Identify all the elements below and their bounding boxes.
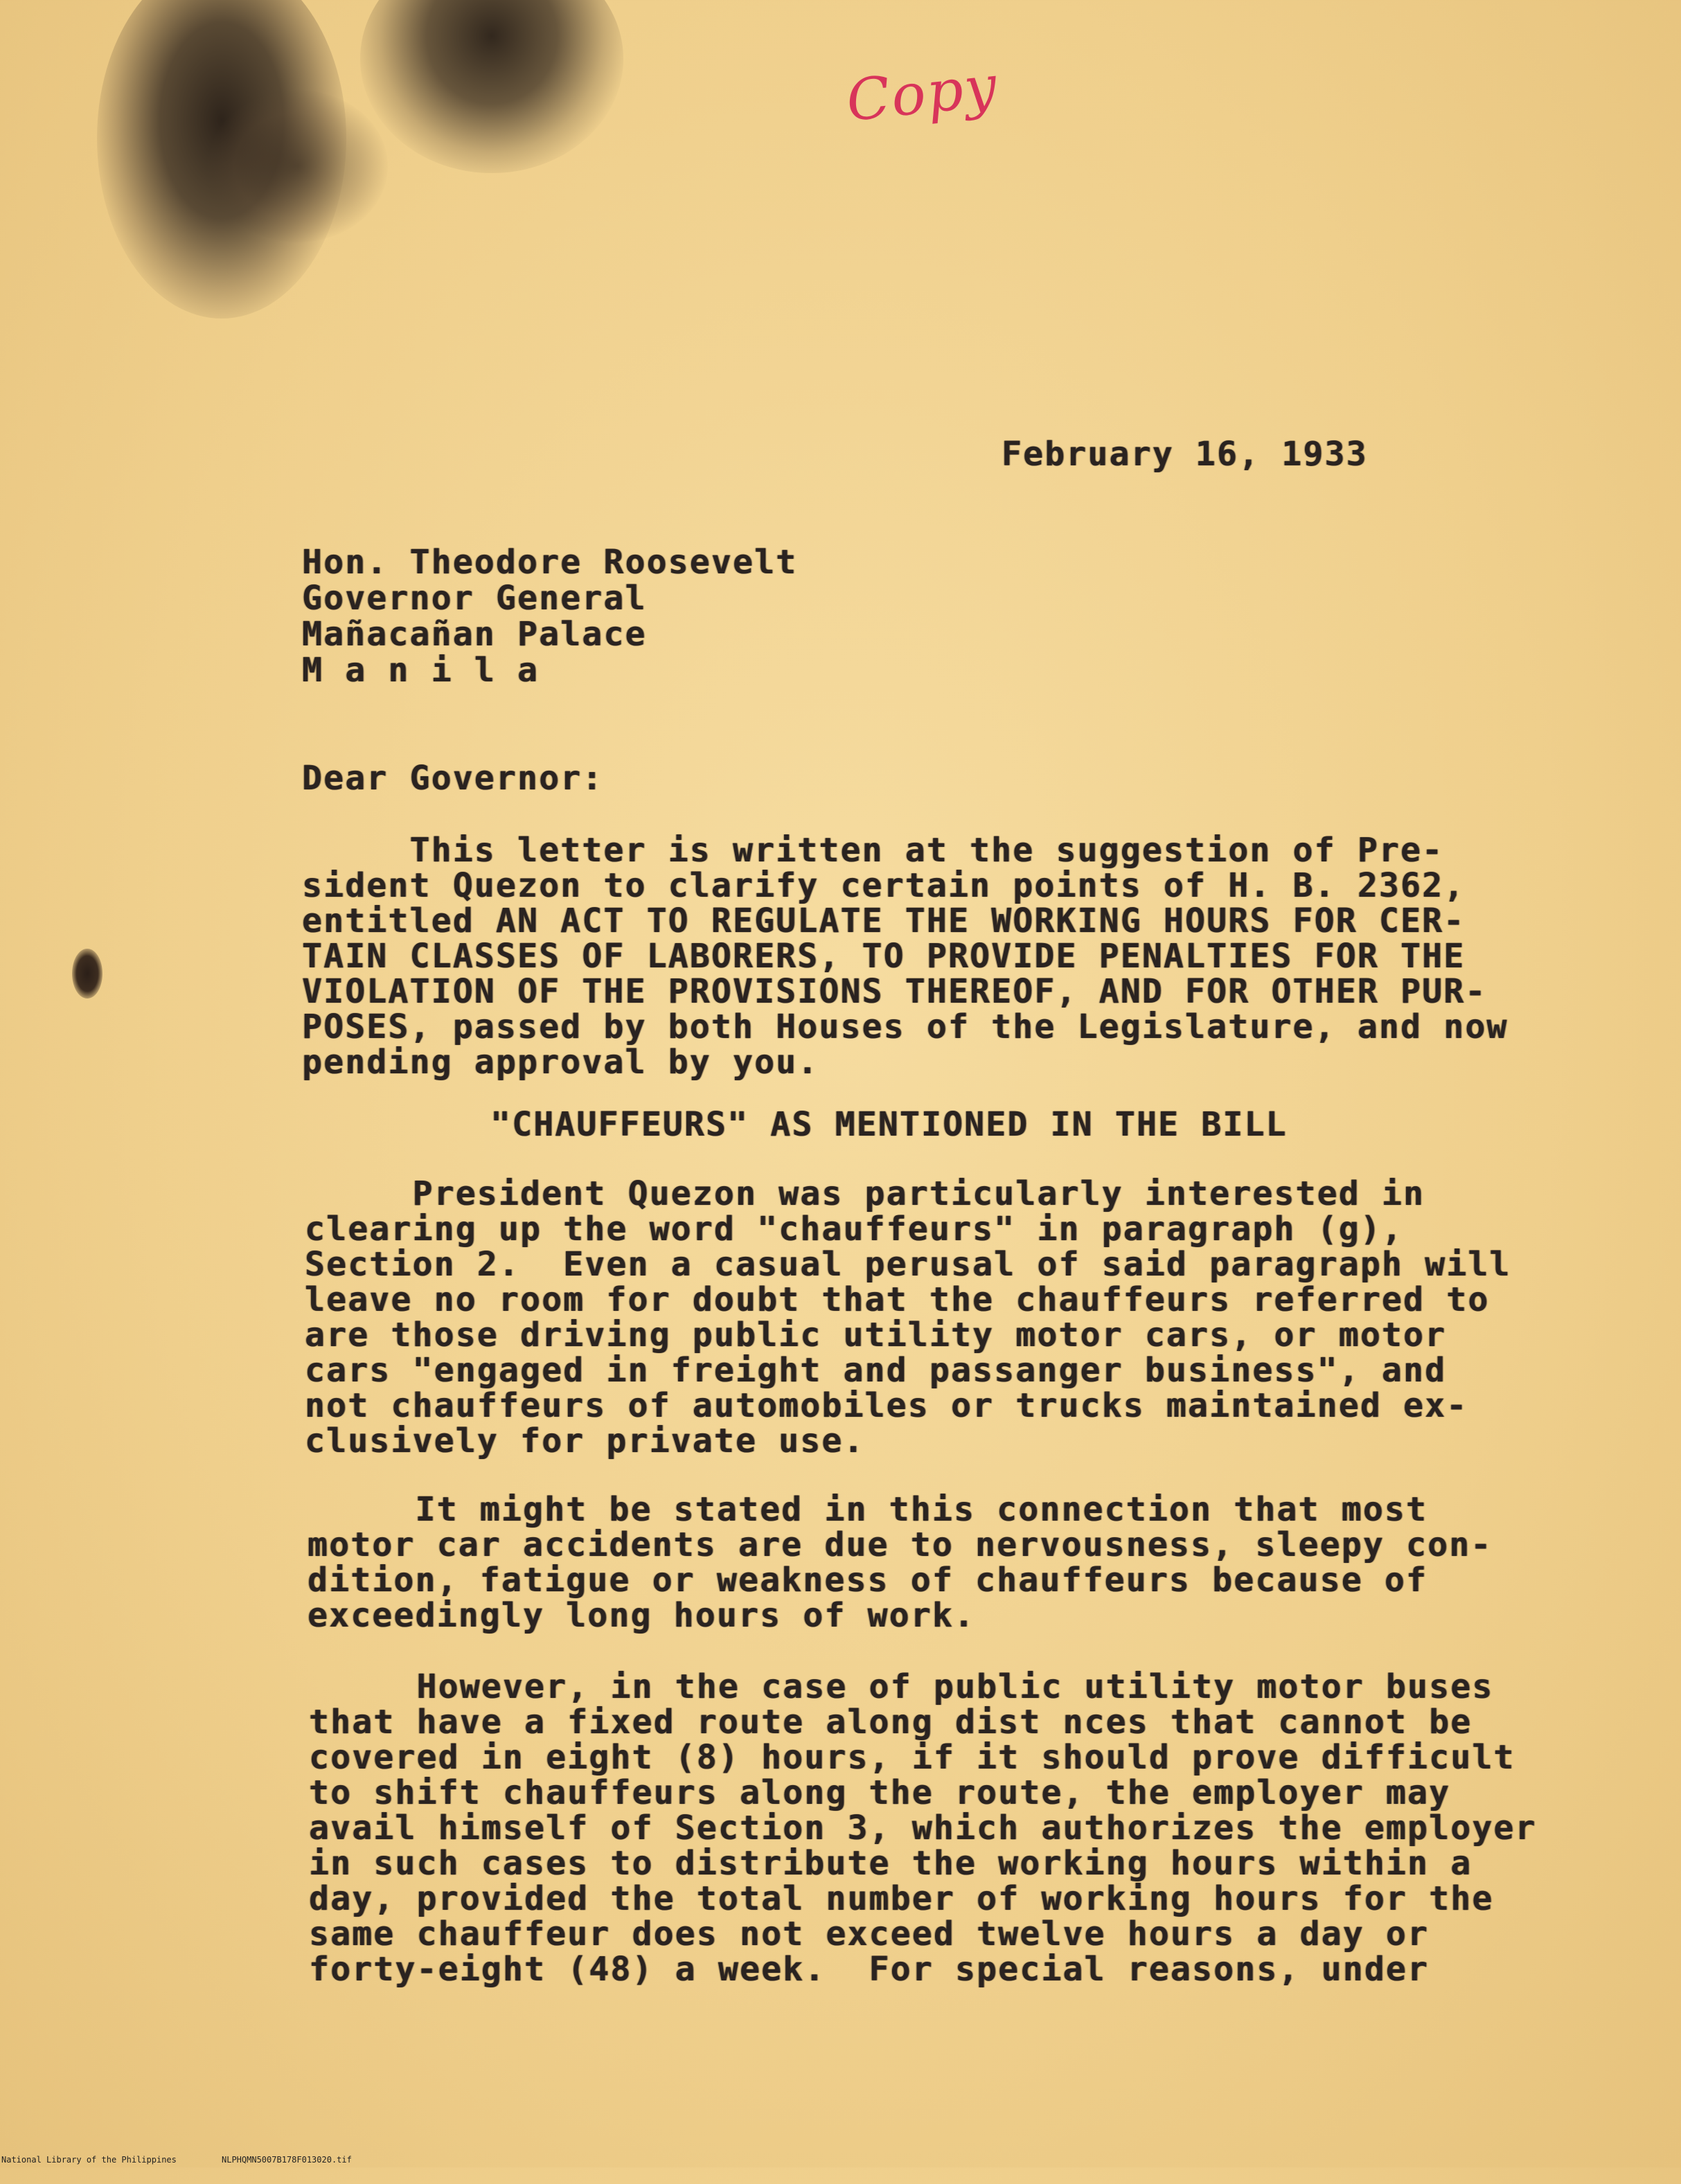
text-line: VIOLATION OF THE PROVISIONS THEREOF, AND FOR OTHER PUR- xyxy=(302,972,1487,1011)
text-line: not chauffeurs of automobiles or trucks maintained ex- xyxy=(305,1386,1468,1425)
text-line: leave no room for doubt that the chauffeurs referred to xyxy=(305,1280,1490,1319)
text-line: to shift chauffeurs along the route, the employer may xyxy=(309,1773,1451,1812)
text-line: forty-eight (48) a week. For special reasons, under xyxy=(309,1950,1430,1989)
address-line: Governor General xyxy=(302,579,647,618)
text-line: cars "engaged in freight and passanger business", and xyxy=(305,1351,1447,1390)
ink-spot xyxy=(72,949,103,999)
text-line: that have a fixed route along dist nces that cannot be xyxy=(309,1703,1473,1742)
text-line: entitled AN ACT TO REGULATE THE WORKING HOURS FOR CER- xyxy=(302,902,1466,940)
text-line: sident Quezon to clarify certain points of H. B. 2362, xyxy=(302,866,1466,905)
address-line: M a n i l a xyxy=(302,651,540,690)
burn-mark xyxy=(360,0,623,173)
text-line: It might be stated in this connection that most xyxy=(308,1490,1428,1529)
text-line: pending approval by you. xyxy=(302,1043,819,1082)
text-line: TAIN CLASSES OF LABORERS, TO PROVIDE PENALTIES FOR THE xyxy=(302,937,1466,976)
text-line: same chauffeur does not exceed twelve hours a day or xyxy=(309,1915,1430,1953)
address-line: Mañacañan Palace xyxy=(302,615,647,654)
scan-footer xyxy=(0,2155,1681,2184)
text-line: clearing up the word "chauffeurs" in paragraph (g), xyxy=(305,1210,1404,1248)
letter-date: February 16, 1933 xyxy=(1002,435,1368,474)
text-line: clusively for private use. xyxy=(305,1422,865,1460)
text-line: dition, fatigue or weakness of chauffeurs because of xyxy=(308,1561,1428,1600)
address-line: Hon. Theodore Roosevelt xyxy=(302,543,798,582)
text-line: avail himself of Section 3, which authorizes the employer xyxy=(309,1809,1537,1847)
text-line: motor car accidents are due to nervousness, sleepy con- xyxy=(308,1525,1493,1564)
text-line: This letter is written at the suggestion of Pre- xyxy=(302,831,1444,870)
text-line: day, provided the total number of working hours for the xyxy=(309,1879,1494,1918)
section-heading: "CHAUFFEURS" AS MENTIONED IN THE BILL xyxy=(490,1105,1288,1144)
burn-mark xyxy=(97,0,346,319)
text-line: are those driving public utility motor cars, or motor xyxy=(305,1316,1447,1354)
footer-filename: NLPHQMN5007B178F013020.tif xyxy=(222,2155,352,2165)
text-line: Section 2. Even a casual perusal of said paragraph will xyxy=(305,1245,1511,1284)
text-line: covered in eight (8) hours, if it should prove difficult xyxy=(309,1738,1515,1777)
text-line: exceedingly long hours of work. xyxy=(308,1596,976,1635)
text-line: However, in the case of public utility motor buses xyxy=(309,1667,1494,1706)
copy-annotation: Copy xyxy=(843,53,1002,135)
footer-library: National Library of the Philippines xyxy=(1,2155,177,2165)
salutation: Dear Governor: xyxy=(302,759,604,798)
text-line: in such cases to distribute the working hours within a xyxy=(309,1844,1473,1883)
burn-mark xyxy=(208,90,388,242)
text-line: POSES, passed by both Houses of the Legislature, and now xyxy=(302,1008,1509,1046)
text-line: President Quezon was particularly interested in xyxy=(305,1174,1425,1213)
